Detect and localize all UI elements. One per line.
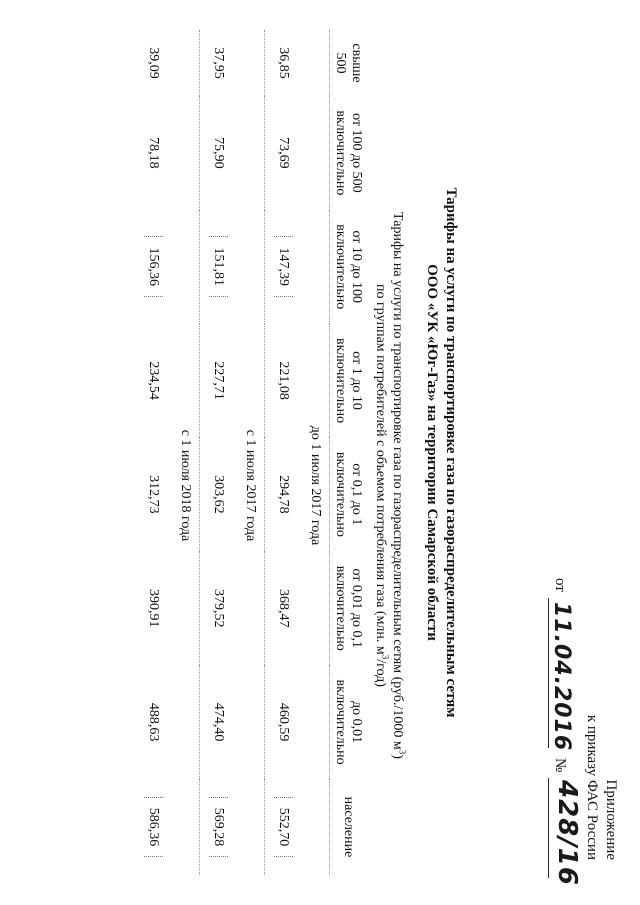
- period-label: с 1 июля 2018 года: [178, 429, 193, 542]
- value-cell: 147,39: [265, 210, 302, 324]
- order-date-number-line: [542, 560, 582, 886]
- value-cell: 39,09: [146, 47, 161, 79]
- appendix-label: Приложение: [603, 779, 619, 860]
- column-header: от 100 до 500 включительно: [333, 110, 364, 196]
- value-cell: 151,81: [200, 210, 237, 324]
- column-header: от 0,01 до 0,1 включительно: [333, 565, 364, 651]
- period-label: с 1 июля 2017 года: [243, 429, 258, 542]
- period-row: [236, 30, 265, 875]
- number-underline: [548, 778, 549, 878]
- title-line-1: Тарифы на услуги по транспортировке газа по газораспределительным сетям: [443, 187, 459, 718]
- value-cell: 75,90: [211, 137, 226, 169]
- title-line-2: ООО «УК «Юг-Газ» на территории Самарской области: [424, 264, 440, 641]
- date-underline: [548, 598, 549, 748]
- value-cell: 368,47: [276, 588, 291, 628]
- document-title: [422, 60, 460, 845]
- handwritten-number: 428/16: [552, 780, 582, 886]
- column-header-row: [330, 30, 367, 875]
- table-main-header: [366, 96, 410, 875]
- value-cell: 390,91: [146, 588, 161, 628]
- value-cell: 379,52: [211, 588, 226, 628]
- value-cell: 227,71: [211, 361, 226, 400]
- value-cell: 474,40: [211, 702, 226, 742]
- header-spacer-cell: [366, 30, 410, 96]
- date-prefix: от: [552, 578, 568, 592]
- value-cell: 221,08: [276, 361, 291, 400]
- tariff-table-container: [135, 30, 410, 875]
- value-cell: 36,85: [276, 47, 291, 79]
- handwritten-date: 11.04.2016: [549, 602, 574, 752]
- number-prefix: №: [552, 758, 568, 773]
- table-row: [200, 30, 237, 875]
- value-cell: 569,28: [200, 779, 237, 875]
- value-cell: 234,54: [146, 361, 161, 400]
- value-cell: 586,36: [135, 779, 171, 875]
- value-cell: 156,36: [135, 210, 171, 324]
- appendix-header: [582, 560, 620, 860]
- table-row: [135, 30, 171, 875]
- tariff-table: [135, 30, 410, 875]
- value-cell: 294,78: [276, 475, 291, 514]
- value-cell: 312,73: [146, 475, 161, 514]
- column-header: от 0,1 до 1 включительно: [333, 451, 364, 537]
- main-header-line-1: Тарифы на услуги по транспортировке газа по газораспределительным сетям (руб./1000 $м^3$): [390, 212, 408, 759]
- period-row: [171, 30, 200, 875]
- value-cell: 488,63: [146, 702, 161, 742]
- period-row: [301, 30, 330, 875]
- value-cell: 303,62: [211, 475, 226, 514]
- column-header: от 10 до 100 включительно: [333, 224, 364, 310]
- column-header: от 1 до 10 включительно: [333, 338, 364, 424]
- column-header: до 0,01 включительно: [333, 679, 364, 765]
- main-header-line-2: по группам потребителей с объемом потребления газа (млн. $м^3/год$): [373, 284, 391, 687]
- value-cell: 37,95: [211, 47, 226, 79]
- value-cell: 78,18: [146, 137, 161, 169]
- column-header: свыше 500: [333, 43, 364, 83]
- column-header: население: [341, 796, 356, 858]
- period-label: до 1 июля 2017 года: [308, 425, 323, 546]
- value-cell: 460,59: [276, 702, 291, 742]
- table-row: [265, 30, 302, 875]
- order-reference: к приказу ФАС России: [584, 714, 600, 860]
- value-cell: 552,70: [265, 779, 302, 875]
- value-cell: 73,69: [276, 137, 291, 169]
